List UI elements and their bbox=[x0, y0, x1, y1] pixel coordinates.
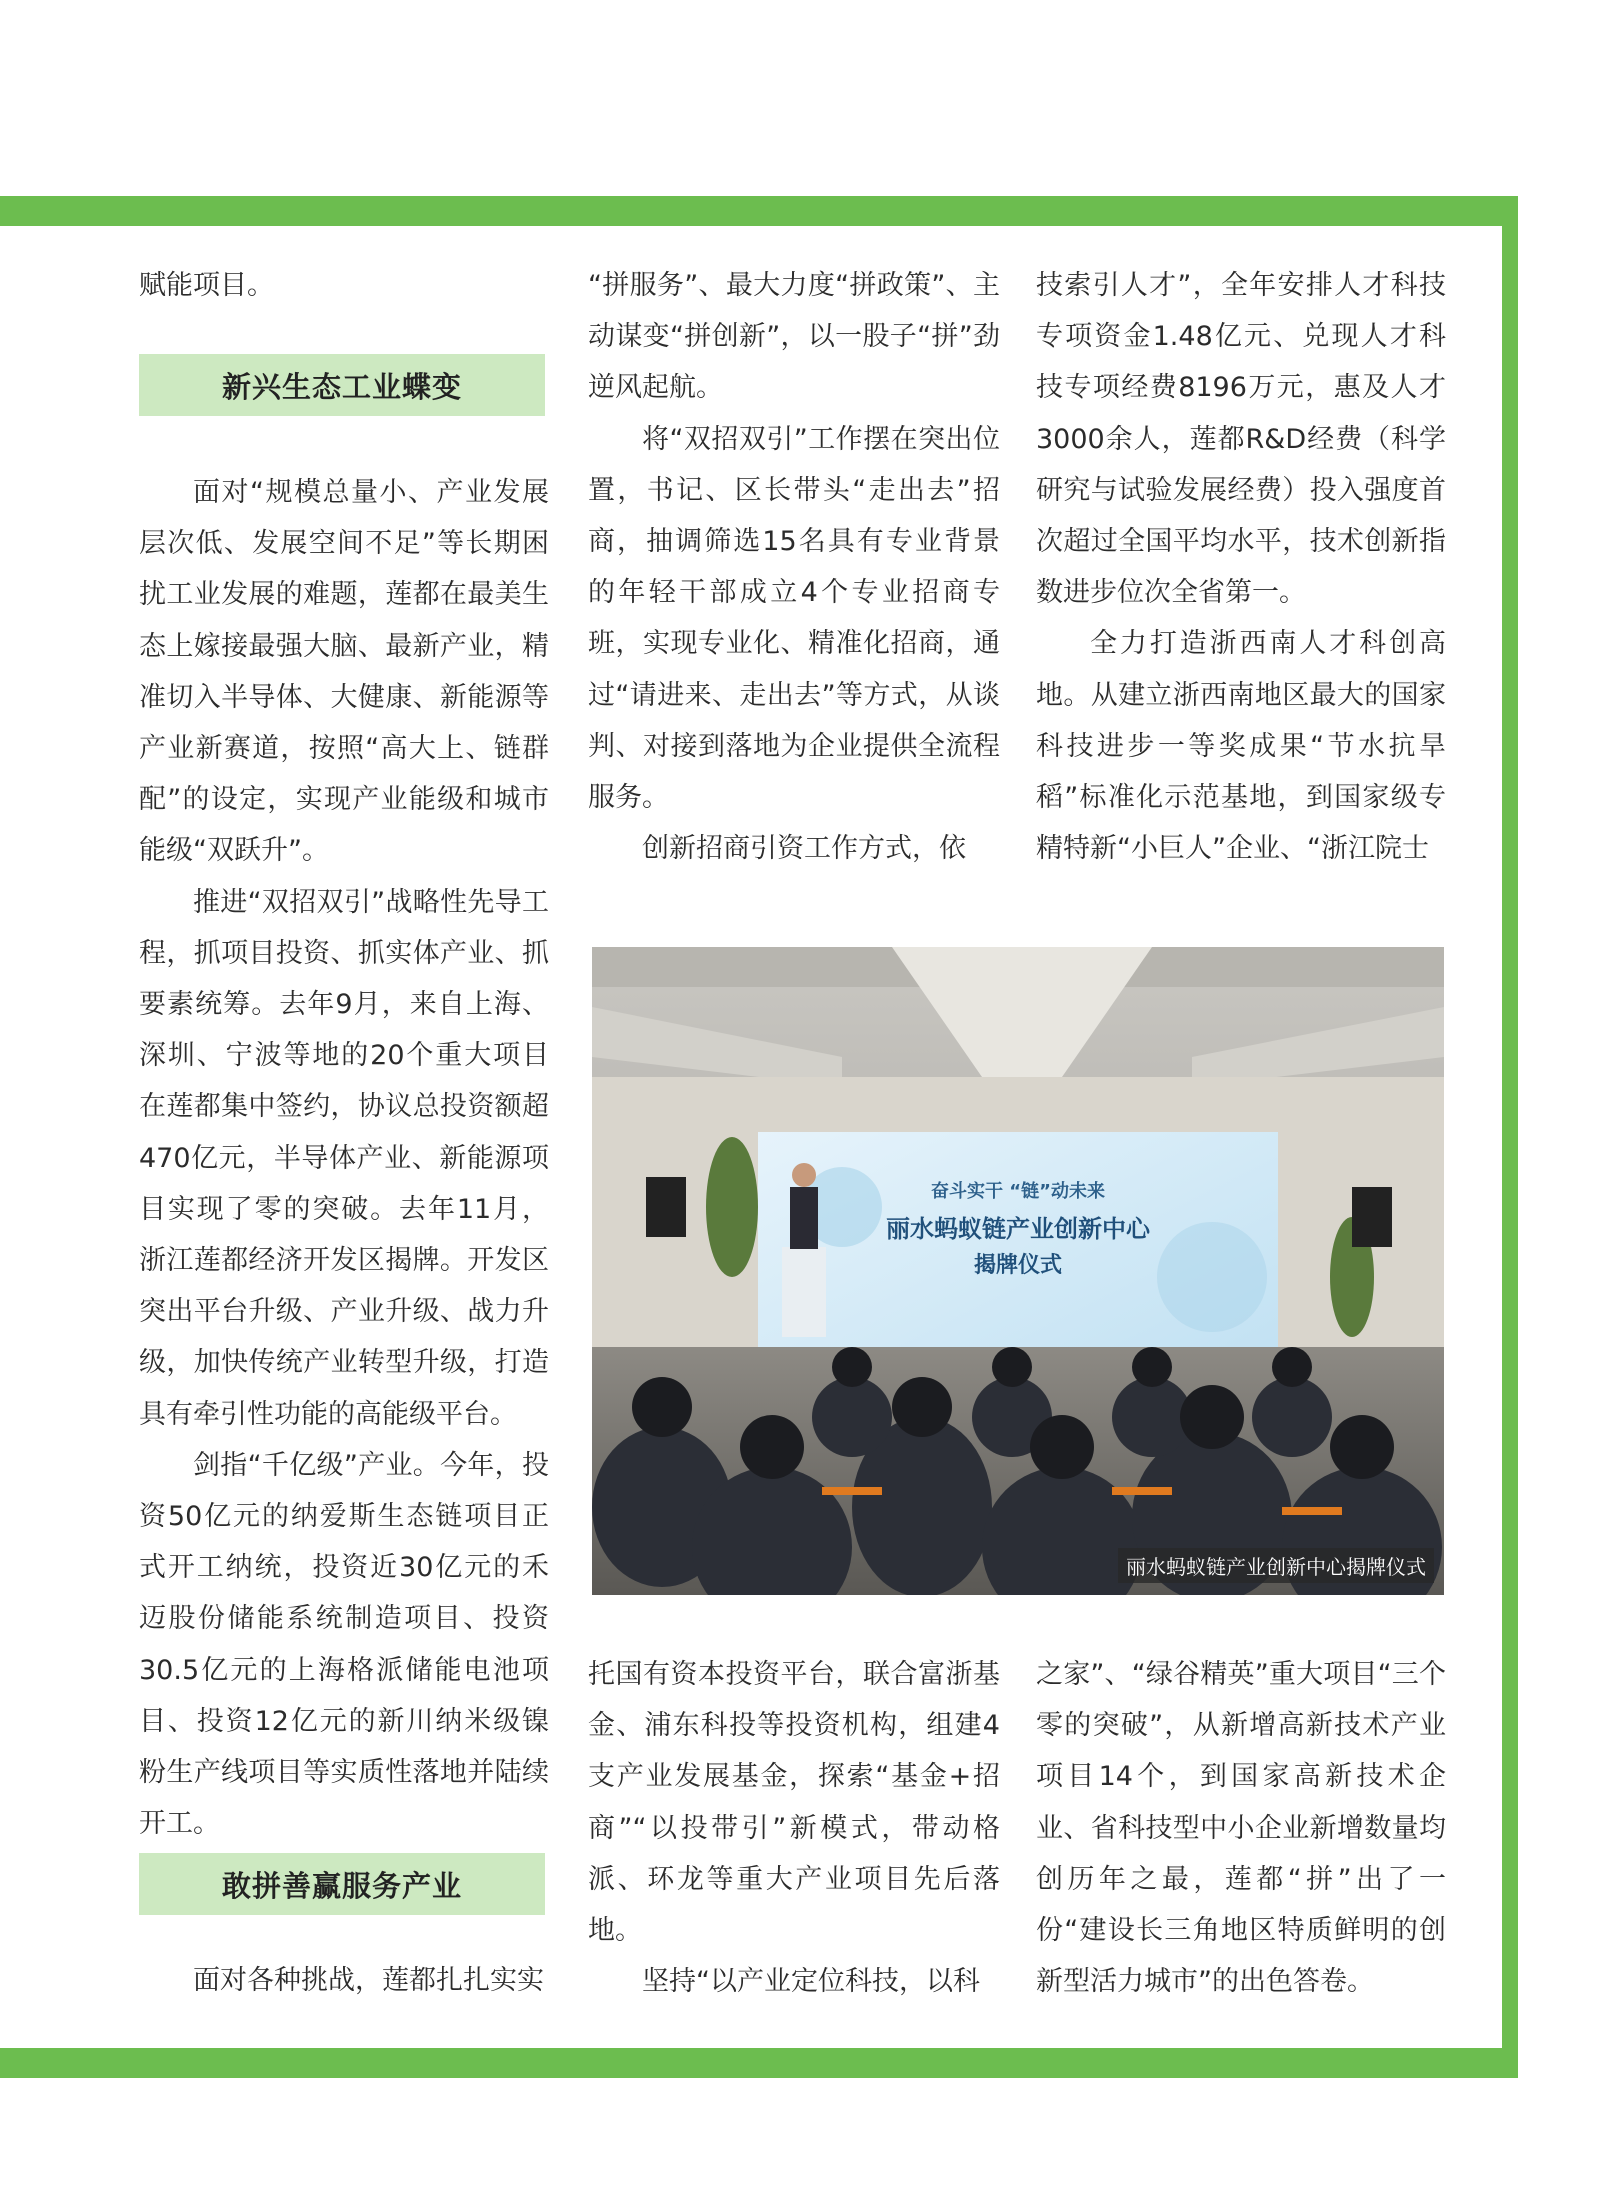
podium bbox=[782, 1247, 826, 1337]
section-heading-service-industry: 敢拼善赢服务产业 bbox=[139, 1853, 545, 1915]
column-1-top bbox=[139, 260, 549, 311]
event-photo bbox=[592, 947, 1444, 1595]
column-2-bottom bbox=[588, 1649, 1000, 2007]
green-frame-top bbox=[0, 196, 1518, 226]
column-3-top bbox=[1036, 260, 1446, 874]
paragraph: 全力打造浙西南人才科创高地。从建立浙西南地区最大的国家科技进步一等奖成果“节水抗旱稻”标准化示范基地，到国家级专精特新“小巨人”企业、“浙江院士 bbox=[1036, 628, 1446, 865]
paragraph: 坚持“以产业定位科技，以科 bbox=[642, 1966, 980, 1998]
paragraph: 赋能项目。 bbox=[139, 270, 274, 301]
section-heading-eco-industry: 新兴生态工业蝶变 bbox=[139, 354, 545, 416]
paragraph: 技索引人才”，全年安排人才科技专项资金1.48亿元、兑现人才科技专项经费8196万元，惠及人才3000余人，莲都R&D经费（科学研究与试验发展经费）投入强度首次超过全国平均水平，技术创新指数进步位次全省第一。 bbox=[1036, 270, 1446, 609]
column-2-top bbox=[588, 260, 1000, 874]
paragraph: 将“双招双引”工作摆在突出位置，书记、区长带头“走出去”招商，抽调筛选15名具有专业背景的年轻干部成立4个专业招商专班，实现专业化、精准化招商，通过“请进来、走出去”等方式，从谈判、对接到落地为企业提供全流程服务。 bbox=[588, 423, 1000, 814]
paragraph: “拼服务”、最大力度“拼政策”、主动谋变“拼创新”，以一股子“拼”劲逆风起航。 bbox=[588, 270, 1000, 404]
paragraph: 创新招商引资工作方式，依 bbox=[642, 833, 966, 865]
screen-title: 丽水蚂蚁链产业创新中心 bbox=[886, 1215, 1150, 1243]
paragraph: 面对各种挑战，莲都扎扎实实 bbox=[193, 1965, 544, 1996]
paragraph: 剑指“千亿级”产业。今年，投资50亿元的纳爱斯生态链项目正式开工纳统，投资近30亿元的禾迈股份储能系统制造项目、投资30.5亿元的上海格派储能电池项目、投资12亿元的新川纳米级镍粉生产线项目等实质性落地并陆续开工。 bbox=[139, 1449, 549, 1840]
screen-slogan: 奋斗实干 “链”动未来 bbox=[931, 1181, 1105, 1202]
green-frame-bottom bbox=[0, 2048, 1518, 2078]
photo-caption: 丽水蚂蚁链产业创新中心揭牌仪式 bbox=[1118, 1548, 1434, 1583]
screen-subtitle: 揭牌仪式 bbox=[973, 1253, 1063, 1278]
paragraph: 之家”、“绿谷精英”重大项目“三个零的突破”，从新增高新技术产业项目14个，到国家高新技术企业、省科技型中小企业新增数量均创历年之最，莲都“拼”出了一份“建设长三角地区特质鲜明的创新型活力城市”的出色答卷。 bbox=[1036, 1659, 1446, 1998]
paragraph: 面对“规模总量小、产业发展层次低、发展空间不足”等长期困扰工业发展的难题，莲都在最美生态上嫁接最强大脑、最新产业，精准切入半导体、大健康、新能源等产业新赛道，按照“高大上、链群配”的设定，实现产业能级和城市能级“双跃升”。 bbox=[139, 477, 549, 867]
paragraph: 托国有资本投资平台，联合富浙基金、浦东科投等投资机构，组建4支产业发展基金，探索“基金+招商”“以投带引”新模式，带动格派、环龙等重大产业项目先后落地。 bbox=[588, 1659, 1000, 1947]
speaker-right bbox=[1352, 1187, 1392, 1247]
ceremony-illustration bbox=[592, 947, 1444, 1595]
column-3-bottom bbox=[1036, 1649, 1446, 2007]
paragraph: 推进“双招双引”战略性先导工程，抓项目投资、抓实体产业、抓要素统筹。去年9月，来自上海、深圳、宁波等地的20个重大项目在莲都集中签约，协议总投资额超470亿元，半导体产业、新能源项目实现了零的突破。去年11月，浙江莲都经济开发区揭牌。开发区突出平台升级、产业升级、战力升级，加快传统产业转型升级，打造具有牵引性功能的高能级平台。 bbox=[139, 886, 549, 1430]
green-frame-right bbox=[1502, 196, 1518, 2078]
speaker-left bbox=[646, 1177, 686, 1237]
column-1-body bbox=[139, 467, 549, 1849]
column-1-bottom bbox=[139, 1955, 549, 2006]
